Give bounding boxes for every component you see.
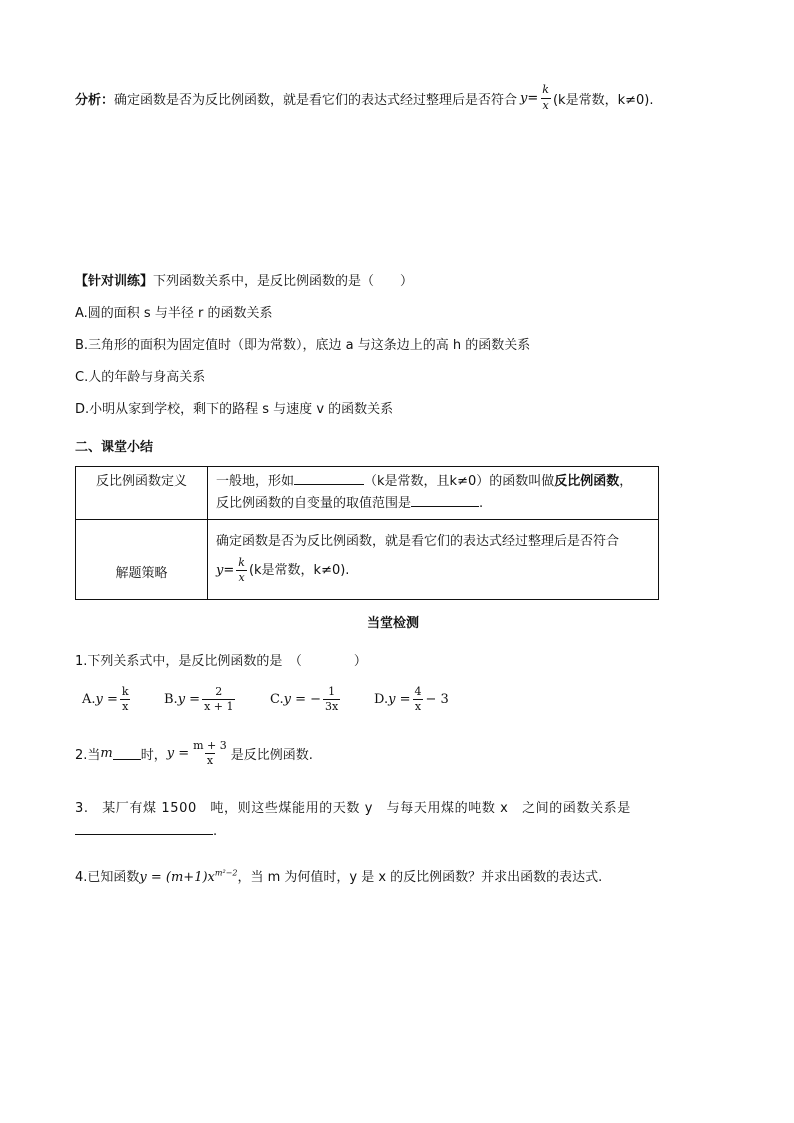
option-b-y: y = [177,692,201,708]
fraction-numerator: 1 [328,685,336,698]
option-d-tail: − 3 [425,692,449,708]
fraction-denominator: 3x [325,700,339,714]
row1-line1 [216,471,650,493]
option-b-label: B. [164,692,178,708]
analysis-fraction [540,84,551,111]
fraction-denominator: x [238,571,245,584]
fraction-denominator: x + 1 [204,700,234,714]
q4-text-a: 4.已知函数 [75,870,140,885]
fraction-numerator: k [238,555,245,569]
q4-text-b: ，当 m 为何值时，y 是 x 的反比例函数？并求出函数的表达式. [237,870,603,885]
practice-option-a: A.圆的面积 s 与半径 r 的函数关系 [75,306,273,321]
q4-formula: y = (m+1)x [139,870,215,885]
test-q4 [75,866,602,885]
q4-exponent: m²−2 [214,868,238,878]
row2-line1: 确定函数是否为反比例函数，就是看它们的表达式经过整理后是否符合 [216,533,620,549]
fraction-denominator: x [122,700,129,714]
summary-row2-body [208,520,659,600]
range-blank [411,494,479,507]
fraction-numerator: 2 [215,685,223,698]
practice-option-d: D.小明从家到学校，剩下的路程 s 与速度 v 的函数关系 [75,402,394,417]
fraction-denominator: x [206,754,214,768]
option-a-label: A. [82,692,96,708]
summary-row2-head: 解题策略 [76,520,208,600]
row2-fraction [236,557,247,584]
row2-formula-y: y [216,562,224,578]
option-c-y: y = − [283,692,322,708]
practice-option-b: B.三角形的面积为固定值时（即为常数），底边 a 与这条边上的高 h 的函数关系 [75,338,531,353]
fraction-numerator: m + 3 [193,739,227,752]
analysis-eq: = [527,90,539,106]
summary-row-definition [76,467,659,520]
q2-text-b: 时， [140,748,167,764]
option-a-y: y = [95,692,118,708]
analysis-label: 分析： [75,92,115,108]
option-b-fraction [202,686,235,713]
option-a-fraction [120,686,131,713]
q1-option-d [374,686,449,713]
fraction-numerator: k [121,685,129,698]
row2-condition: (k是常数，k≠0). [248,562,350,578]
option-d-fraction [412,686,423,713]
practice-label: 【针对训练】 [75,274,154,289]
q3-end: . [213,824,218,839]
row1-text-e: . [479,496,484,511]
practice-question-text: 下列函数关系中，是反比例函数的是（ ） [153,274,414,289]
analysis-text: 确定函数是否为反比例函数，就是看它们的表达式经过整理后是否符合 [114,92,518,108]
row1-text-c: ， [619,474,633,489]
practice-option-c: C.人的年龄与身高关系 [75,370,206,385]
practice-question [75,270,413,289]
form-blank [294,472,364,485]
test-q2 [75,740,313,767]
test-q3: 3. 某厂有煤 1500 吨，则这些煤能用的天数 y 与每天用煤的吨数 x 之间的函数关系是 [75,801,631,816]
q2-fraction [191,740,229,767]
row2-line2 [216,553,650,589]
analysis-formula-y: y [520,90,528,106]
option-d-label: D. [374,692,389,708]
row1-text-a: 一般地，形如 [216,474,295,489]
summary-row1-head: 反比例函数定义 [76,467,208,520]
q2-text-a: 2.当 [75,748,101,764]
summary-row1-body [208,467,659,520]
fraction-numerator: k [542,83,549,97]
fraction-numerator: 4 [414,685,422,698]
option-c-fraction [323,686,340,713]
summary-row-strategy [76,520,659,600]
option-c-label: C. [270,692,284,708]
fraction-denominator: x [542,98,549,112]
row1-bold-term: 反比例函数 [554,474,620,489]
q2-text-c: 是反比例函数. [230,748,313,764]
q2-formula-y: y = [166,746,190,762]
row1-line2 [216,493,650,515]
summary-table [75,466,659,600]
summary-heading: 二、课堂小结 [75,440,154,455]
q3-blank [75,822,213,835]
row2-eq: = [223,562,235,578]
option-d-y: y = [388,692,411,708]
q2-var-m: m [100,746,113,762]
q1-option-b [164,686,270,713]
test-heading: 当堂检测 [367,616,420,631]
row1-text-b: （k是常数，且k≠0）的函数叫做 [364,474,555,489]
test-q3-answer-line [75,822,217,839]
analysis-line [75,82,653,114]
analysis-condition: (k是常数，k≠0). [552,92,654,108]
row1-text-d: 反比例函数的自变量的取值范围是 [216,496,412,511]
test-q1: 1.下列关系式中，是反比例函数的是 （ ） [75,654,367,669]
q2-blank [113,747,141,760]
q1-option-a [82,686,164,713]
test-q1-options [82,686,449,713]
fraction-denominator: x [414,700,422,714]
q1-option-c [270,686,374,713]
